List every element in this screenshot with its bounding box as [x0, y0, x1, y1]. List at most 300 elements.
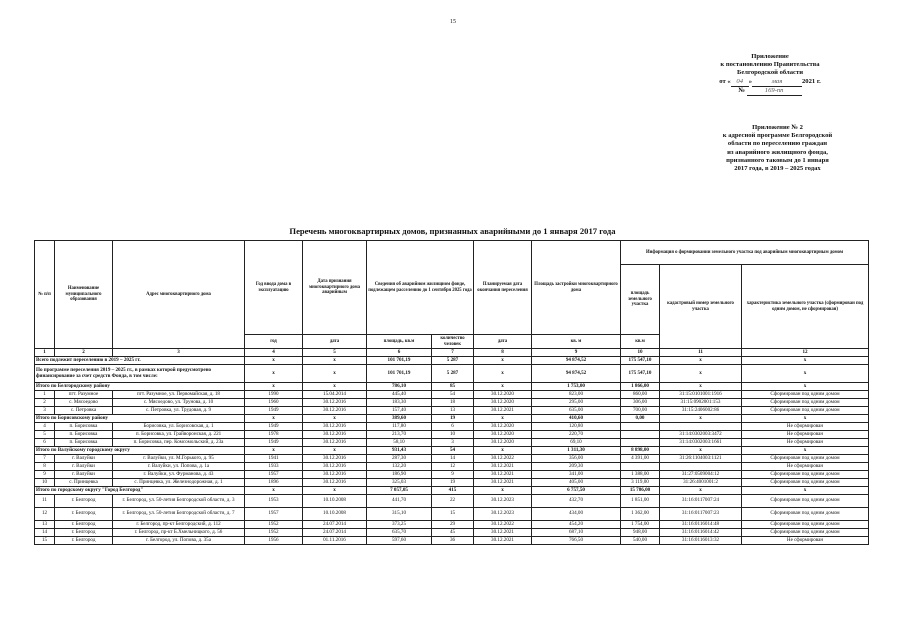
cell-c11: 31:15:0902001:153	[660, 399, 742, 407]
cell-c8: 30.12.2021	[474, 529, 532, 537]
cell-c12: Сформирован под одним домом	[742, 455, 869, 463]
table-row	[35, 463, 869, 471]
cell-c1: 5	[35, 431, 55, 439]
cell-c3: г. Белгород, ул. 50-летия Белгородской области, д. 7	[113, 508, 245, 521]
cell-c10	[621, 423, 660, 431]
cell-c12: Сформирован под одним домом	[742, 521, 869, 529]
cell-c12: х	[742, 415, 869, 423]
cell-c2: г. Валуйки	[55, 463, 113, 471]
cell-c9: 356,00	[532, 455, 621, 463]
cell-c1: 2	[35, 399, 55, 407]
cell-c7: 13	[432, 407, 474, 415]
cell-c12: Сформирован под одним домом	[742, 407, 869, 415]
cell-c9: 220,70	[532, 431, 621, 439]
cell-c10: 175 547,10	[621, 357, 660, 365]
cell-c10	[621, 431, 660, 439]
cell-c2: г. Белгород	[55, 537, 113, 545]
cell-c8: 30.12.2021	[474, 463, 532, 471]
table-row	[35, 508, 869, 521]
cell-c8: 30.12.2021	[474, 537, 532, 545]
cell-c9: 766,50	[532, 537, 621, 545]
date-prefix: от «	[719, 77, 731, 85]
table-row	[35, 423, 869, 431]
column-number: 5	[303, 349, 367, 357]
cell-c9: 120,80	[532, 423, 621, 431]
cell-c3: с. Петровка, ул. Трудовая, д. 9	[113, 407, 245, 415]
table-header	[35, 241, 869, 349]
cell-c6: 157,40	[367, 407, 432, 415]
cell-c7: 22	[432, 495, 474, 508]
cell-c8: 30.12.2020	[474, 391, 532, 399]
cell-c7: 85	[432, 383, 474, 391]
date-month: мая	[752, 78, 802, 87]
table-row	[35, 521, 869, 529]
cell-c12: Сформирован под одним домом	[742, 495, 869, 508]
unit-planned: дата	[474, 335, 532, 349]
cell-c10: 175 547,10	[621, 365, 660, 383]
cell-c9: 687,10	[532, 529, 621, 537]
cell-c7: 9	[432, 471, 474, 479]
cell-c8: 30.12.2022	[474, 521, 532, 529]
header-land-area: площадь земельного участка	[621, 265, 660, 335]
column-number: 9	[532, 349, 621, 357]
cell-c1: 7	[35, 455, 55, 463]
cell-c4: 1949	[245, 439, 303, 447]
table-row	[35, 495, 869, 508]
cell-c7: 45	[432, 529, 474, 537]
cell-c10: 1 851,00	[621, 495, 660, 508]
cell-c12: х	[742, 365, 869, 383]
cell-c11: х	[660, 415, 742, 423]
cell-c3: г. Валуйки, ул. Фурманова, д. 43	[113, 471, 245, 479]
cell-c10: 1 754,00	[621, 521, 660, 529]
total-row	[35, 365, 869, 383]
cell-c11: х	[660, 487, 742, 495]
unit-built: кв. м	[532, 335, 621, 349]
subtotal-row	[35, 447, 869, 455]
appendix-2-line: области по переселению граждан	[727, 140, 828, 148]
cell-c10: 1 362,00	[621, 508, 660, 521]
column-number: 12	[742, 349, 869, 357]
cell-c4: х	[245, 487, 303, 495]
cell-c12: Не сформирован	[742, 537, 869, 545]
unit-date: дата	[303, 335, 367, 349]
cell-c11: 31:14:0302003:3472	[660, 431, 742, 439]
cell-c12: х	[742, 383, 869, 391]
cell-c5: 30.12.2016	[303, 471, 367, 479]
cell-c5: 30.12.2016	[303, 431, 367, 439]
cell-c7: 18	[432, 399, 474, 407]
cell-c6: 186,90	[367, 471, 432, 479]
table-row	[35, 529, 869, 537]
cell-c10: 0,00	[621, 415, 660, 423]
appendix-2-line: признанного таковым до 1 января	[726, 156, 829, 164]
cell-c6: 445,40	[367, 391, 432, 399]
header-municipality: Наименование муниципального образования	[55, 241, 113, 349]
cell-c10: 948,00	[621, 529, 660, 537]
cell-c11: 31:27:0509004:12	[660, 471, 742, 479]
cell-c5: 30.12.2016	[303, 407, 367, 415]
column-number: 1	[35, 349, 55, 357]
cell-c9: 6 757,50	[532, 487, 621, 495]
cell-c6: 373,25	[367, 521, 432, 529]
cell-c10	[621, 463, 660, 471]
cell-c12: Сформирован под одним домом	[742, 508, 869, 521]
cell-c10: 860,00	[621, 391, 660, 399]
cell-c5: 15.04.2014	[303, 391, 367, 399]
cell-c8: х	[474, 447, 532, 455]
column-number: 11	[660, 349, 742, 357]
table-body	[35, 349, 869, 545]
cell-c7: 415	[432, 487, 474, 495]
cell-c6: 117,80	[367, 423, 432, 431]
cell-c5: 30.12.2016	[303, 455, 367, 463]
cell-c4: 1956	[245, 537, 303, 545]
appendix-1-number	[680, 87, 860, 96]
total-row	[35, 357, 869, 365]
cell-c12: Не сформирован	[742, 431, 869, 439]
cell-c6: 101 701,19	[367, 357, 432, 365]
cell-c8: 30.12.2023	[474, 508, 532, 521]
cell-c8: х	[474, 365, 532, 383]
cell-c9: 209,30	[532, 463, 621, 471]
cell-c7: 5 287	[432, 365, 474, 383]
cell-c8: х	[474, 415, 532, 423]
appendix-2-block	[690, 124, 865, 173]
cell-c3: п. Борисовка, пер. Комсомольский, д. 23а	[113, 439, 245, 447]
column-number: 2	[55, 349, 113, 357]
cell-c1: 6	[35, 439, 55, 447]
cell-c11: х	[660, 365, 742, 383]
cell-c7: 19	[432, 479, 474, 487]
column-number: 8	[474, 349, 532, 357]
number-value: 169-пп	[747, 87, 802, 96]
cell-c5: 30.12.2016	[303, 399, 367, 407]
cell-c7: 29	[432, 521, 474, 529]
cell-c11: 31:14:0302003:1661	[660, 439, 742, 447]
appendix-1-block	[680, 53, 860, 96]
cell-label: По программе переселения 2019 – 2025 гг., в рамках которой предусмотрено финансирование за счет средств Фонда, в том числе:	[35, 365, 245, 383]
cell-c2: с. Мясоедово	[55, 399, 113, 407]
cell-label: Итого по Валуйскому городскому округу	[35, 447, 245, 455]
cell-c3: Борисовка, ул. Борисовская, д. 1	[113, 423, 245, 431]
cell-c2: с. Принцевка	[55, 479, 113, 487]
cell-c11: х	[660, 447, 742, 455]
cell-c4: 1960	[245, 399, 303, 407]
cell-c5: х	[303, 357, 367, 365]
column-numbers-row	[35, 349, 869, 357]
cell-c6: 389,60	[367, 415, 432, 423]
cell-c6: 315,10	[367, 508, 432, 521]
unit-people: количество человек	[432, 335, 474, 349]
cell-c4: 1952	[245, 529, 303, 537]
cell-c3: г. Белгород, ул. 50-летия Белгородской области, д. 3	[113, 495, 245, 508]
header-built-area: Площадь застройки многоквартирного дома	[532, 241, 621, 335]
cell-c7: 6	[432, 423, 474, 431]
cell-c8: 30.12.2020	[474, 431, 532, 439]
cell-c10	[621, 439, 660, 447]
cell-c8: 30.12.2021	[474, 407, 532, 415]
cell-c8: 30.12.2020	[474, 399, 532, 407]
appendix-1-line: Белгородской области	[737, 69, 803, 77]
cell-c7: 54	[432, 391, 474, 399]
cell-c4: 1949	[245, 423, 303, 431]
cell-c2: п. Борисовка	[55, 431, 113, 439]
cell-c4: 1949	[245, 407, 303, 415]
cell-c4: х	[245, 415, 303, 423]
cell-c9: 405,00	[532, 479, 621, 487]
cell-c11	[660, 423, 742, 431]
cell-c12: Не сформирован	[742, 463, 869, 471]
cell-c4: 1933	[245, 463, 303, 471]
cell-c1: 4	[35, 423, 55, 431]
cell-c12: Сформирован под одним домом	[742, 391, 869, 399]
cell-c12: Сформирован под одним домом	[742, 399, 869, 407]
cell-c3: с. Принцевка, ул. Железнодорожная, д. 1	[113, 479, 245, 487]
cell-c3: г. Белгород, ул. Попова, д. 35а	[113, 537, 245, 545]
cell-c6: 287,30	[367, 455, 432, 463]
appendix-2-line: 2017 года, в 2019 – 2025 годах	[734, 165, 821, 173]
cell-c11: х	[660, 383, 742, 391]
cell-c3: с. Мясоедово, ул. Трунова, д. 10	[113, 399, 245, 407]
cell-c7: 15	[432, 508, 474, 521]
appendix-1-date	[680, 78, 860, 87]
cell-c5: 30.12.2016	[303, 439, 367, 447]
cell-c2: г. Белгород	[55, 495, 113, 508]
cell-c5: 30.12.2016	[303, 463, 367, 471]
cell-label: Итого по Белгородскому району	[35, 383, 245, 391]
table-row	[35, 455, 869, 463]
cell-c8: 30.12.2023	[474, 495, 532, 508]
unit-area: площадь, кв.м	[367, 335, 432, 349]
header-year: Год ввода дома в эксплуатацию	[245, 241, 303, 335]
cell-c7: 36	[432, 537, 474, 545]
cell-c7: 3	[432, 439, 474, 447]
cell-c5: 30.12.2016	[303, 479, 367, 487]
cell-c12: Не сформирован	[742, 439, 869, 447]
header-planned-date: Планируемая дата окончания переселения	[474, 241, 532, 335]
cell-c8: х	[474, 383, 532, 391]
cell-c2: г. Валуйки	[55, 471, 113, 479]
document-title: Перечень многоквартирных домов, признанных аварийными до 1 января 2017 года	[289, 226, 616, 236]
cell-c5: 24.07.2014	[303, 529, 367, 537]
cell-c8: х	[474, 487, 532, 495]
cell-c12: Сформирован под одним домом	[742, 479, 869, 487]
cell-c4: 1957	[245, 471, 303, 479]
cell-label: Итого по городскому округу "Город Белгород"	[35, 487, 245, 495]
subtotal-row	[35, 383, 869, 391]
cell-c11	[660, 463, 742, 471]
cell-c11: 31:26:1104003:1121	[660, 455, 742, 463]
cell-c4: 1952	[245, 521, 303, 529]
cell-c10: 4 391,00	[621, 455, 660, 463]
cell-c6: 7 057,05	[367, 487, 432, 495]
cell-c9: 94 874,52	[532, 357, 621, 365]
cell-c1: 12	[35, 508, 55, 521]
cell-c3: пгт. Разумное, ул. Первомайская, д. 18	[113, 391, 245, 399]
date-suffix: 2021 г.	[801, 77, 821, 85]
cell-c3: г. Белгород, пр-кт Белгородский, д. 112	[113, 521, 245, 529]
column-number: 6	[367, 349, 432, 357]
cell-c10: 3 119,00	[621, 479, 660, 487]
cell-c9: 94 874,52	[532, 365, 621, 383]
cell-c4: 1957	[245, 508, 303, 521]
cell-c7: 10	[432, 431, 474, 439]
cell-c4: х	[245, 357, 303, 365]
cell-c2: п. Борисовка	[55, 439, 113, 447]
column-number: 3	[113, 349, 245, 357]
cell-c5: 01.11.2016	[303, 537, 367, 545]
cell-c11: 31:16:0117007:24	[660, 495, 742, 508]
cell-c9: 635,00	[532, 407, 621, 415]
cell-c6: 213,70	[367, 431, 432, 439]
cell-c1: 15	[35, 537, 55, 545]
cell-c1: 14	[35, 529, 55, 537]
date-mid: »	[748, 77, 752, 85]
cell-c11: 31:26:4001001:2	[660, 479, 742, 487]
cell-c1: 9	[35, 471, 55, 479]
table-row	[35, 471, 869, 479]
cell-c9: 454,20	[532, 521, 621, 529]
cell-c10: 1 866,00	[621, 383, 660, 391]
page-number: 15	[450, 19, 456, 25]
cell-c5: х	[303, 365, 367, 383]
cell-c8: 30.12.2021	[474, 471, 532, 479]
housing-table	[34, 240, 869, 545]
cell-c6: 101 701,19	[367, 365, 432, 383]
cell-c3: г. Белгород, пр-кт Б.Хмельницкого, д. 56	[113, 529, 245, 537]
cell-c10: 540,00	[621, 537, 660, 545]
appendix-1-line: к постановлению Правительства	[720, 61, 820, 69]
appendix-2-line: Приложение № 2	[752, 124, 803, 131]
cell-c10: 306,00	[621, 399, 660, 407]
table-row	[35, 439, 869, 447]
cell-c5: х	[303, 415, 367, 423]
cell-c9: 1 753,00	[532, 383, 621, 391]
cell-c4: х	[245, 447, 303, 455]
cell-label: Всего подлежит переселению в 2019 – 2025 гг.	[35, 357, 245, 365]
cell-c4: х	[245, 383, 303, 391]
cell-c11: 31:16:0116013:32	[660, 537, 742, 545]
cell-c7: 14	[432, 455, 474, 463]
cell-c2: г. Белгород	[55, 529, 113, 537]
cell-c5: 10.10.2008	[303, 508, 367, 521]
cell-c9: 432,70	[532, 495, 621, 508]
cell-c6: 441,70	[367, 495, 432, 508]
cell-c7: 12	[432, 463, 474, 471]
header-date-recognition: Дата признания многоквартирного дома аварийным	[303, 241, 367, 335]
table-row	[35, 431, 869, 439]
unit-land: кв.м	[621, 335, 660, 349]
appendix-1-line: Приложение	[751, 53, 789, 60]
cell-c3: г. Валуйки, ул. Попова, д. 1а	[113, 463, 245, 471]
cell-c6: 183,30	[367, 399, 432, 407]
table-row	[35, 537, 869, 545]
cell-c9: 341,00	[532, 471, 621, 479]
cell-c6: 597,60	[367, 537, 432, 545]
header-num: № п/п	[35, 241, 55, 349]
cell-c5: 10.10.2008	[303, 495, 367, 508]
cell-c11: 31:15:2406002:86	[660, 407, 742, 415]
cell-c3: п. Борисовка, ул. Грайворонская, д. 221	[113, 431, 245, 439]
cell-c5: х	[303, 383, 367, 391]
appendix-2-line: к адресной программе Белгородской	[722, 132, 833, 140]
cell-c6: 325,03	[367, 479, 432, 487]
cell-c5: 24.07.2014	[303, 521, 367, 529]
cell-c1: 3	[35, 407, 55, 415]
cell-c11: 31:16:0116014:48	[660, 521, 742, 529]
cell-c12: х	[742, 447, 869, 455]
cell-c2: г. Белгород	[55, 521, 113, 529]
table-row	[35, 407, 869, 415]
cell-c5: х	[303, 447, 367, 455]
cell-c10: 700,00	[621, 407, 660, 415]
header-address: Адрес многоквартирного дома	[113, 241, 245, 349]
cell-c4: х	[245, 365, 303, 383]
cell-c12: Сформирован под одним домом	[742, 471, 869, 479]
cell-c5: 30.12.2016	[303, 423, 367, 431]
cell-c1: 11	[35, 495, 55, 508]
cell-c4: 1941	[245, 455, 303, 463]
header-land-group: Информация о формировании земельного участка под аварийным многоквартирным домом	[621, 241, 869, 265]
cell-c5: х	[303, 487, 367, 495]
unit-year: год	[245, 335, 303, 349]
table-row	[35, 399, 869, 407]
cell-c11: 31:15:0101001:1916	[660, 391, 742, 399]
appendix-2-line: из аварийного жилищного фонда,	[727, 148, 828, 156]
table-row	[35, 391, 869, 399]
cell-c1: 13	[35, 521, 55, 529]
cell-c12: х	[742, 487, 869, 495]
cell-c6: 635,70	[367, 529, 432, 537]
table-row	[35, 479, 869, 487]
cell-c12: Не сформирован	[742, 423, 869, 431]
header-info-group: Сведения об аварийном жилищном фонде, подлежащем расселению до 1 сентября 2025 года	[367, 241, 474, 335]
cell-c9: 69,10	[532, 439, 621, 447]
cell-c7: 54	[432, 447, 474, 455]
cell-label: Итого по Борисовскому району	[35, 415, 245, 423]
cell-c6: 132,20	[367, 463, 432, 471]
column-number: 4	[245, 349, 303, 357]
cell-c2: пгт. Разумное	[55, 391, 113, 399]
cell-c7: 19	[432, 415, 474, 423]
cell-c8: 30.12.2020	[474, 439, 532, 447]
cell-c9: 434,00	[532, 508, 621, 521]
cell-c6: 58,10	[367, 439, 432, 447]
subtotal-row	[35, 487, 869, 495]
header-land-characteristic: характеристика земельного участка (сформирован под одним домом, не сформирован)	[742, 265, 869, 349]
cell-c8: х	[474, 357, 532, 365]
cell-c8: 30.12.2022	[474, 455, 532, 463]
cell-c6: 931,43	[367, 447, 432, 455]
cell-c9: 410,60	[532, 415, 621, 423]
cell-c1: 8	[35, 463, 55, 471]
cell-c6: 786,10	[367, 383, 432, 391]
cell-c12: х	[742, 357, 869, 365]
cell-c10: 8 898,00	[621, 447, 660, 455]
cell-c10: 1 388,00	[621, 471, 660, 479]
cell-c4: 1896	[245, 479, 303, 487]
cell-c10: 15 786,00	[621, 487, 660, 495]
cell-c12: Сформирован под одним домом	[742, 529, 869, 537]
cell-c4: 1978	[245, 431, 303, 439]
cell-c1: 10	[35, 479, 55, 487]
cell-c9: 295,00	[532, 399, 621, 407]
cell-c4: 1990	[245, 391, 303, 399]
cell-c9: 823,00	[532, 391, 621, 399]
cell-c9: 1 311,30	[532, 447, 621, 455]
cell-c8: 30.12.2020	[474, 423, 532, 431]
